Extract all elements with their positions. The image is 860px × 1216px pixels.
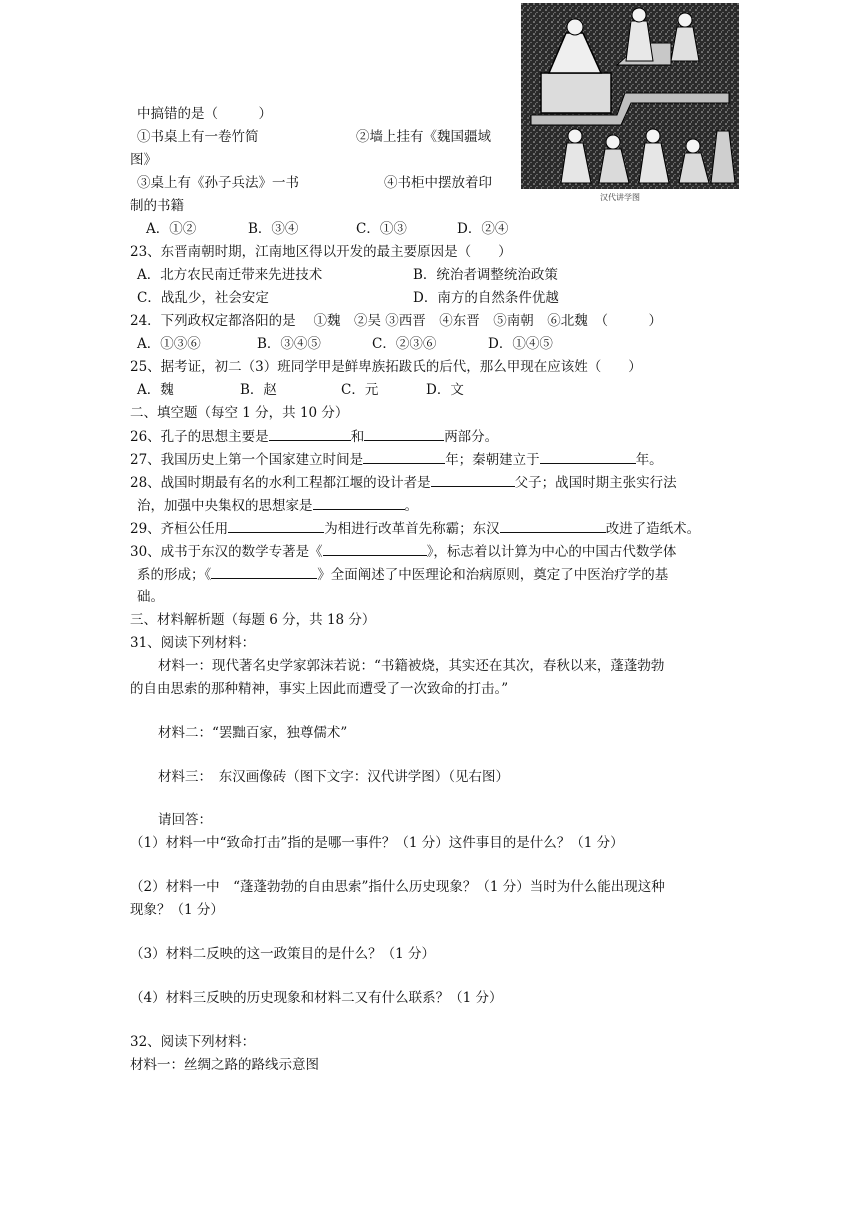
q22-option-2: ②墙上挂有《魏国疆域 <box>356 129 491 145</box>
q22-choice-c: C．①③ <box>356 221 407 237</box>
q29 <box>130 518 700 539</box>
han-relief-image <box>521 3 739 201</box>
q31-sub-2-b: 现象？（1 分） <box>130 902 224 918</box>
q22-option-1: ①书桌上有一卷竹简 <box>137 129 259 145</box>
q22-choice-b: B．③④ <box>248 221 299 237</box>
q31-material-3: 材料三： 东汉画像砖（图下文字：汉代讲学图）（见右图） <box>158 769 509 785</box>
q22-option-3: ③桌上有《孙子兵法》一书 <box>137 175 299 191</box>
q22-stem-tail: 中搞错的是（ ） <box>137 106 272 122</box>
q30-blank-1[interactable] <box>323 541 427 556</box>
q26-text-c: 两部分。 <box>444 429 499 445</box>
q22-option-4-cont: 制的书籍 <box>130 198 184 214</box>
q23-choice-c: C．战乱少，社会安定 <box>137 290 269 306</box>
section-2-heading: 二、填空题（每空 1 分，共 10 分） <box>130 405 349 421</box>
q27-blank-2[interactable] <box>540 449 636 464</box>
q29-blank-1[interactable] <box>228 518 324 533</box>
q31-sub-1: （1）材料一中“致命打击”指的是哪一事件？（1 分）这件事目的是什么？（1 分） <box>130 835 624 851</box>
q31-sub-3: （3）材料二反映的这一政策目的是什么？（1 分） <box>130 946 435 962</box>
q31-ask: 请回答： <box>158 812 212 828</box>
q23-choice-d: D．南方的自然条件优越 <box>413 290 559 306</box>
q25-stem: 25、据考证，初二（3）班同学甲是鲜卑族拓跋氏的后代，那么甲现在应该姓（ ） <box>130 359 642 375</box>
q22-option-4: ④书柜中摆放着印 <box>384 175 492 191</box>
q28-blank-2[interactable] <box>313 495 405 510</box>
q30-line-1 <box>130 541 676 562</box>
q28-text-c: 治，加强中央集权的思想家是 <box>137 498 313 514</box>
q30-text-c: 系的形成；《 <box>137 567 212 583</box>
q29-text-a: 29、齐桓公任用 <box>130 521 229 537</box>
q28-line-1 <box>130 472 677 493</box>
q29-text-c: 改进了造纸术。 <box>605 521 701 537</box>
q27-blank-1[interactable] <box>363 449 445 464</box>
q26-text-b: 和 <box>350 429 365 445</box>
q28-text-d: 。 <box>404 498 418 514</box>
q31-material-1-b: 的自由思索的那种精神，事实上因此而遭受了一次致命的打击。” <box>130 681 509 697</box>
q22-choice-d: D．②④ <box>457 221 509 237</box>
q22-choice-a: A．①② <box>146 221 197 237</box>
q28-blank-1[interactable] <box>431 472 515 487</box>
q29-text-b: 为相进行改革首先称霸；东汉 <box>324 521 500 537</box>
q30-blank-2[interactable] <box>211 564 317 579</box>
q25-choice-b: B．赵 <box>240 382 277 398</box>
q30-line-3: 础。 <box>137 589 164 605</box>
q26-blank-1[interactable] <box>269 426 351 441</box>
q28-line-2 <box>137 495 418 516</box>
q32-intro: 32、阅读下列材料： <box>130 1034 256 1050</box>
q24-choice-d: D．①④⑤ <box>488 336 553 352</box>
q23-choice-a: A．北方农民南迁带来先进技术 <box>137 267 323 283</box>
q28-text-a: 28、战国时期最有名的水利工程都江堰的设计者是 <box>130 475 431 491</box>
q31-intro: 31、阅读下列材料： <box>130 635 256 651</box>
q31-sub-4: （4）材料三反映的历史现象和材料二又有什么联系？（1 分） <box>130 990 503 1006</box>
q31-material-2: 材料二：“罢黜百家，独尊儒术” <box>158 725 348 741</box>
figure-caption: 汉代讲学图 <box>600 193 640 202</box>
q25-choice-d: D．文 <box>426 382 464 398</box>
q24-stem: 24．下列政权定都洛阳的是 ①魏 ②吴 ③西晋 ④东晋 ⑤南朝 ⑥北魏 （ ） <box>130 313 663 329</box>
q30-line-2 <box>137 564 668 585</box>
q28-text-b: 父子；战国时期主张实行法 <box>514 475 677 491</box>
q24-choice-b: B．③④⑤ <box>257 336 321 352</box>
q29-blank-2[interactable] <box>500 518 606 533</box>
q26-blank-2[interactable] <box>364 426 444 441</box>
q32-material-1: 材料一：丝绸之路的路线示意图 <box>130 1057 319 1073</box>
q27-text-c: 年。 <box>635 452 663 468</box>
q30-text-d: 》全面阐述了中医理论和治病原则，奠定了中医治疗学的基 <box>317 567 669 583</box>
q27 <box>130 449 663 470</box>
q23-choice-b: B．统治者调整统治政策 <box>413 267 558 283</box>
q22-option-2-cont: 图》 <box>130 152 157 168</box>
section-3-heading: 三、材料解析题（每题 6 分，共 18 分） <box>130 612 376 628</box>
q23-stem: 23、东晋南朝时期，江南地区得以开发的最主要原因是（ ） <box>130 244 512 260</box>
q25-choice-c: C．元 <box>341 382 379 398</box>
q27-text-a: 27、我国历史上第一个国家建立时间是 <box>130 452 364 468</box>
q26-text-a: 26、孔子的思想主要是 <box>130 429 269 445</box>
q26 <box>130 426 498 447</box>
q31-sub-2-a: （2）材料一中 “蓬蓬勃勃的自由思索”指什么历史现象？（1 分）当时为什么能出现这种 <box>130 879 665 895</box>
q30-text-a: 30、成书于东汉的数学专著是《 <box>130 544 323 560</box>
q24-choice-c: C．②③⑥ <box>372 336 437 352</box>
q31-material-1-a: 材料一：现代著名史学家郭沫若说：“书籍被烧，其实还在其次，春秋以来，蓬蓬勃勃 <box>158 658 665 674</box>
q25-choice-a: A．魏 <box>137 382 174 398</box>
q24-choice-a: A．①③⑥ <box>137 336 201 352</box>
q30-text-b: 》，标志着以计算为中心的中国古代数学体 <box>426 544 677 560</box>
q27-text-b: 年；秦朝建立于 <box>445 452 540 468</box>
